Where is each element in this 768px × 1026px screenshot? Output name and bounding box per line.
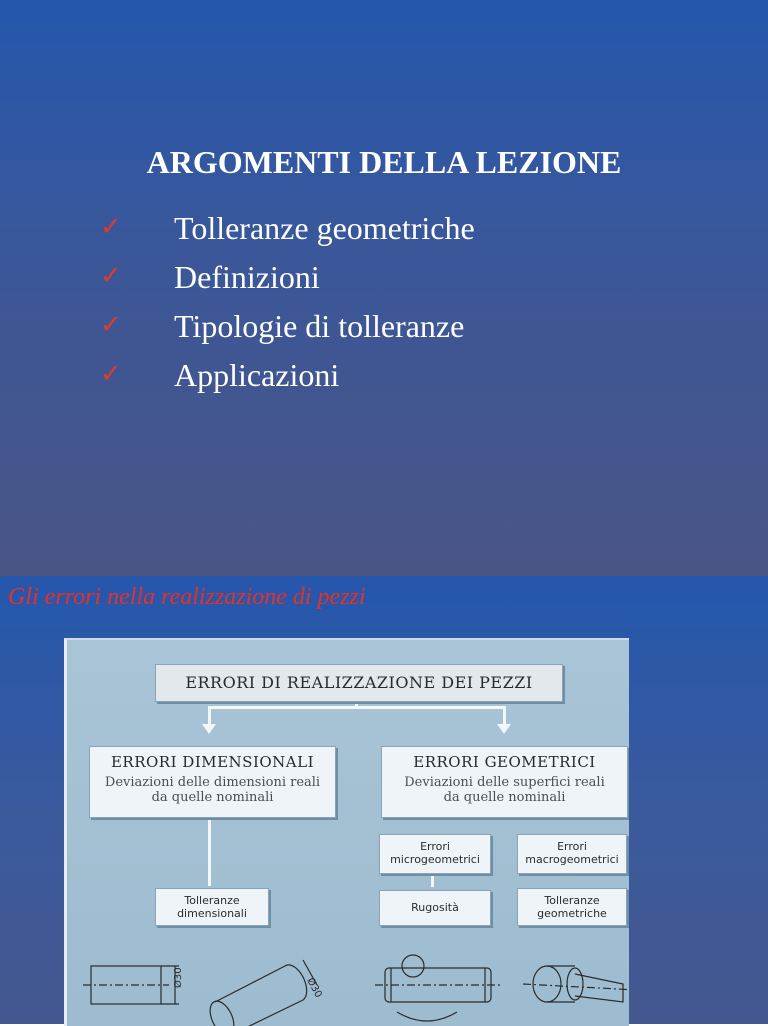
roughness-box: Rugosità <box>379 890 491 926</box>
slide-title: Gli errori nella realizzazione di pezzi <box>8 584 366 610</box>
micro-errors-box: Errori microgeometrici <box>379 834 491 874</box>
detail-arc <box>397 1012 457 1021</box>
dimension-label: Ø30 <box>304 976 324 1000</box>
checkmark-icon: ✓ <box>100 310 122 340</box>
checkmark-icon: ✓ <box>100 359 122 389</box>
dimension-label: Ø30 <box>173 967 184 988</box>
stepped-shaft-end <box>533 966 561 1002</box>
slide-title: ARGOMENTI DELLA LEZIONE <box>146 144 622 180</box>
geometric-tolerances-box: Tolleranze geometriche <box>517 888 627 926</box>
dimensional-errors-box: ERRORI DIMENSIONALI Deviazioni delle dimensioni reali da quelle nominali <box>89 746 336 818</box>
macro-errors-box: Errori macrogeometrici <box>517 834 627 874</box>
cylinder-end <box>205 997 238 1026</box>
geometric-errors-box: ERRORI GEOMETRICI Deviazioni delle superfici reali da quelle nominali <box>381 746 628 818</box>
slide-errors <box>0 576 768 1024</box>
checkmark-icon: ✓ <box>100 261 122 291</box>
errors-diagram <box>64 638 629 1026</box>
top-box: ERRORI DI REALIZZAZIONE DEI PEZZI <box>155 664 563 702</box>
stepped-shaft-step <box>567 968 583 1000</box>
cylinder-iso-view <box>215 965 307 1026</box>
slide-topics: ARGOMENTI DELLA LEZIONE ✓ Tolleranze geometriche ✓ Definizioni ✓ Tipologie di tolleranze ✓ Applicazioni <box>0 0 768 576</box>
dimensional-tolerances-box: Tolleranze dimensionali <box>155 888 269 926</box>
center-line <box>523 984 629 990</box>
checkmark-icon: ✓ <box>100 212 122 242</box>
detail-circle <box>402 955 424 977</box>
technical-drawings <box>67 640 629 1026</box>
